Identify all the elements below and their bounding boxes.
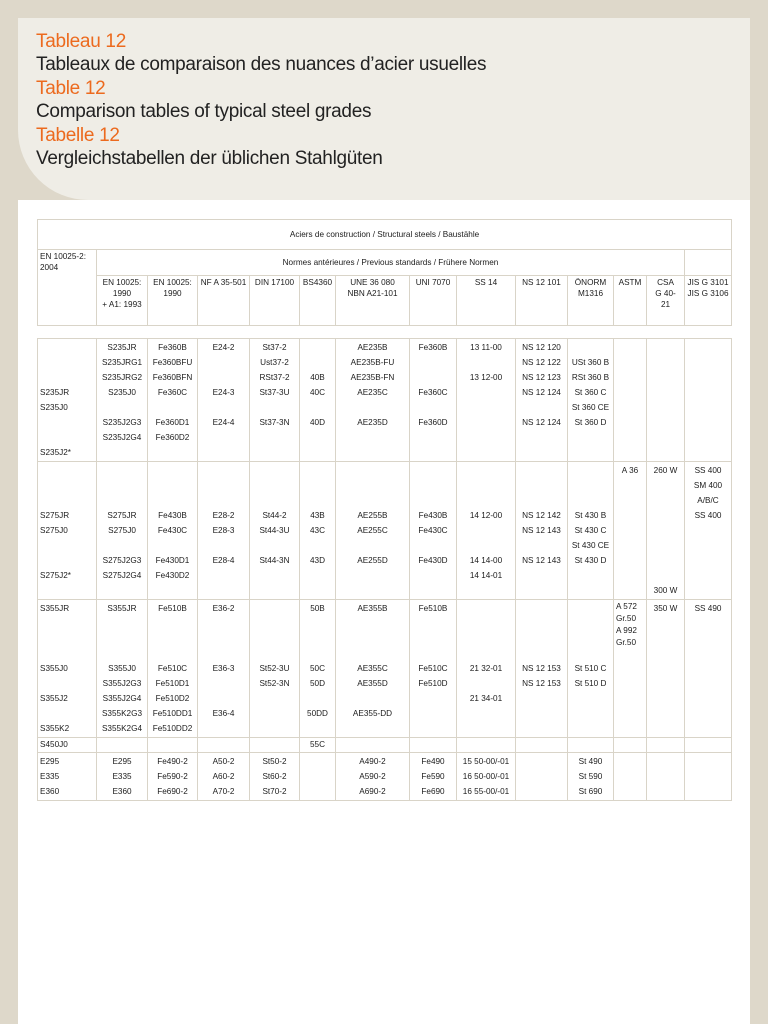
table-cell: USt 360 B RSt 360 B St 360 C St 360 CE St 360 D: [568, 339, 614, 462]
column-header: CSA G 40- 21: [647, 276, 685, 326]
title-fr: Tableaux de comparaison des nuances d’acier usuelles: [36, 54, 487, 76]
table-cell: SS 490: [685, 600, 732, 738]
title-block: [36, 30, 736, 170]
column-header: UNE 36 080 NBN A21-101: [336, 276, 410, 326]
table-cell: 13 11-00 13 12-00: [457, 339, 516, 462]
table-cell: A50-2 A60-2 A70-2: [198, 753, 250, 801]
table-cell: S235JR S235JRG1 S235JRG2 S235J0 S235J2G3 S235J2G4: [97, 339, 148, 462]
table-cell: A 572 Gr.50 A 992 Gr.50: [614, 600, 647, 738]
table-cell: [647, 738, 685, 753]
table-cell: [647, 753, 685, 801]
column-header: EN 10025: 1990: [148, 276, 198, 326]
table-cell: St52-3U St52-3N: [250, 600, 300, 738]
table-cell: [300, 753, 336, 801]
column-header: UNI 7070: [410, 276, 457, 326]
column-header: EN 10025: 1990 + A1: 1993: [97, 276, 148, 326]
table-cell: NS 12 120 NS 12 122 NS 12 123 NS 12 124 NS 12 124: [516, 339, 568, 462]
table-row: [38, 753, 732, 801]
table-cell: St 490 St 590 St 690: [568, 753, 614, 801]
table-cell: [568, 738, 614, 753]
en-10025-2-header: EN 10025-2: 2004: [38, 250, 97, 326]
table-cell: S235JR S235J0 S235J2*: [38, 339, 97, 462]
table-cell: St 510 C St 510 D: [568, 600, 614, 738]
table-cell: E28-2 E28-3 E28-4: [198, 462, 250, 600]
table-banner: Aciers de construction / Structural steels / Baustähle: [38, 220, 732, 250]
table-cell: St 430 B St 430 C St 430 CE St 430 D: [568, 462, 614, 600]
table-cell: [457, 738, 516, 753]
column-header: DIN 17100: [250, 276, 300, 326]
table-cell: [614, 738, 647, 753]
table-cell: S450J0: [38, 738, 97, 753]
title-fr-label: Tableau 12: [36, 31, 126, 52]
table-row: [38, 339, 732, 462]
column-header: ÖNORM M1316: [568, 276, 614, 326]
table-cell: Fe510B Fe510C Fe510D1 Fe510D2 Fe510DD1 Fe510DD2: [148, 600, 198, 738]
table-row: [38, 738, 732, 753]
table-cell: [198, 738, 250, 753]
table-cell: Fe490-2 Fe590-2 Fe690-2: [148, 753, 198, 801]
table-cell: [336, 738, 410, 753]
table-cell: [685, 738, 732, 753]
table-cell: Fe490 Fe590 Fe690: [410, 753, 457, 801]
table-cell: 15 50-00/-01 16 50-00/-01 16 55-00/-01: [457, 753, 516, 801]
blank-header-cell: [685, 250, 732, 276]
table-row: [38, 462, 732, 600]
previous-standards-header: Normes antérieures / Previous standards / Frühere Normen: [97, 250, 685, 276]
table-cell: 14 12-00 14 14-00 14 14-01: [457, 462, 516, 600]
table-cell: St44-2 St44-3U St44-3N: [250, 462, 300, 600]
table-cell: SS 400 SM 400 A/B/C SS 400: [685, 462, 732, 600]
table-cell: [614, 339, 647, 462]
table-cell: [614, 753, 647, 801]
table-cell: St37-2 Ust37-2 RSt37-2 St37-3U St37-3N: [250, 339, 300, 462]
table-cell: E24-2 E24-3 E24-4: [198, 339, 250, 462]
table-cell: Fe430B Fe430C Fe430D: [410, 462, 457, 600]
column-header: JIS G 3101 JIS G 3106: [685, 276, 732, 326]
table-cell: Fe510B Fe510C Fe510D: [410, 600, 457, 738]
column-header: BS4360: [300, 276, 336, 326]
title-de: Vergleichstabellen der üblichen Stahlgüten: [36, 148, 383, 170]
table-cell: A 36: [614, 462, 647, 600]
table-body: [37, 338, 732, 801]
table-cell: 21 32-01 21 34-01: [457, 600, 516, 738]
column-header: ASTM: [614, 276, 647, 326]
column-header: NS 12 101: [516, 276, 568, 326]
title-en-label: Table 12: [36, 77, 106, 99]
table-cell: Fe360B Fe360BFU Fe360BFN Fe360C Fe360D1 Fe360D2: [148, 339, 198, 462]
table-cell: AE355B AE355C AE355D AE355-DD: [336, 600, 410, 738]
title-en: Comparison tables of typical steel grades: [36, 101, 372, 123]
table-cell: AE255B AE255C AE255D: [336, 462, 410, 600]
table-cell: [516, 753, 568, 801]
table-cell: Fe430B Fe430C Fe430D1 Fe430D2: [148, 462, 198, 600]
table-cell: E295 E335 E360: [38, 753, 97, 801]
table-cell: A490-2 A590-2 A690-2: [336, 753, 410, 801]
table-cell: [685, 753, 732, 801]
table-cell: [516, 738, 568, 753]
table-cell: 350 W: [647, 600, 685, 738]
table-cell: [148, 738, 198, 753]
table-cell: S275JR S275J0 S275J2*: [38, 462, 97, 600]
table-cell: [410, 738, 457, 753]
column-header: SS 14: [457, 276, 516, 326]
table-cell: 260 W 300 W: [647, 462, 685, 600]
table-cell: [647, 339, 685, 462]
column-header: NF A 35-501: [198, 276, 250, 326]
table-cell: [97, 738, 148, 753]
table-header: [37, 219, 732, 326]
table-cell: AE235B AE235B-FU AE235B-FN AE235C AE235D: [336, 339, 410, 462]
table-cell: NS 12 142 NS 12 143 NS 12 143: [516, 462, 568, 600]
table-cell: S355JR S355J0 S355J2 S355K2: [38, 600, 97, 738]
table-cell: 55C: [300, 738, 336, 753]
table-cell: 50B 50C 50D 50DD: [300, 600, 336, 738]
table-row: [38, 600, 732, 738]
table-cell: [250, 738, 300, 753]
table-cell: St50-2 St60-2 St70-2: [250, 753, 300, 801]
table-cell: E295 E335 E360: [97, 753, 148, 801]
table-cell: S275JR S275J0 S275J2G3 S275J2G4: [97, 462, 148, 600]
table-cell: Fe360B Fe360C Fe360D: [410, 339, 457, 462]
table-cell: E36-2 E36-3 E36-4: [198, 600, 250, 738]
table-cell: S355JR S355J0 S355J2G3 S355J2G4 S355K2G3 S355K2G4: [97, 600, 148, 738]
table-cell: NS 12 153 NS 12 153: [516, 600, 568, 738]
table-cell: [685, 339, 732, 462]
title-de-label: Tabelle 12: [36, 124, 120, 146]
table-cell: 40B 40C 40D: [300, 339, 336, 462]
table-cell: 43B 43C 43D: [300, 462, 336, 600]
